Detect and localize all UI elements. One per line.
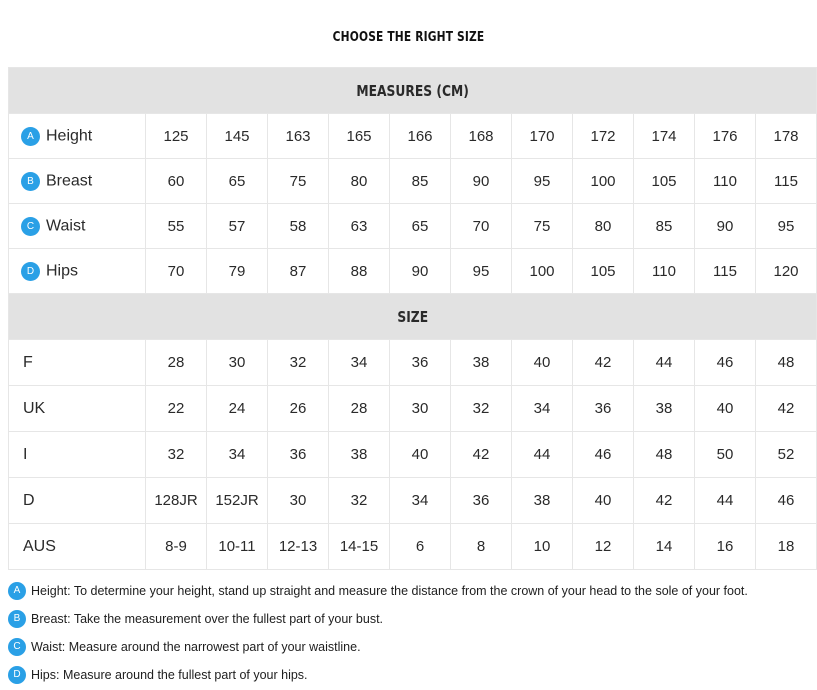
table-cell: 42 bbox=[451, 432, 512, 478]
table-cell: 38 bbox=[451, 340, 512, 386]
table-cell: 32 bbox=[268, 340, 329, 386]
table-cell: 38 bbox=[634, 386, 695, 432]
note-item bbox=[8, 577, 817, 605]
table-cell: 36 bbox=[451, 478, 512, 524]
row-label-text: D bbox=[23, 491, 35, 509]
table-cell: 26 bbox=[268, 386, 329, 432]
table-cell: 172 bbox=[573, 114, 634, 159]
table-cell: 85 bbox=[390, 159, 451, 204]
table-cell: 10-11 bbox=[207, 524, 268, 570]
measures-section-header-cell bbox=[9, 68, 817, 114]
sizes-row bbox=[9, 340, 817, 386]
size-chart-table bbox=[8, 67, 817, 570]
table-cell: 44 bbox=[512, 432, 573, 478]
letter-badge-icon: D bbox=[21, 262, 40, 281]
table-cell: 22 bbox=[146, 386, 207, 432]
table-cell: 128JR bbox=[146, 478, 207, 524]
table-cell: 115 bbox=[695, 249, 756, 294]
table-cell: 75 bbox=[512, 204, 573, 249]
table-cell: 65 bbox=[207, 159, 268, 204]
table-cell: 88 bbox=[329, 249, 390, 294]
table-cell: 8-9 bbox=[146, 524, 207, 570]
row-label-text: Height bbox=[46, 127, 93, 145]
table-cell: 90 bbox=[451, 159, 512, 204]
table-cell: 36 bbox=[268, 432, 329, 478]
table-cell: 65 bbox=[390, 204, 451, 249]
table-cell: 32 bbox=[451, 386, 512, 432]
table-cell: 95 bbox=[451, 249, 512, 294]
row-label-text: I bbox=[23, 445, 28, 463]
sizes-row-label bbox=[9, 340, 146, 386]
table-cell: 28 bbox=[146, 340, 207, 386]
measures-row bbox=[9, 159, 817, 204]
table-cell: 40 bbox=[573, 478, 634, 524]
letter-badge-icon: C bbox=[21, 217, 40, 236]
table-cell: 80 bbox=[573, 204, 634, 249]
measures-row-label bbox=[9, 159, 146, 204]
measurement-notes bbox=[8, 577, 817, 689]
table-cell: 34 bbox=[390, 478, 451, 524]
table-cell: 87 bbox=[268, 249, 329, 294]
note-text: Waist: Measure around the narrowest part of your waistline. bbox=[31, 640, 361, 654]
letter-badge-icon: D bbox=[8, 666, 26, 684]
measures-row bbox=[9, 204, 817, 249]
note-item bbox=[8, 605, 817, 633]
table-cell: 168 bbox=[451, 114, 512, 159]
table-cell: 152JR bbox=[207, 478, 268, 524]
table-cell: 36 bbox=[573, 386, 634, 432]
table-cell: 85 bbox=[634, 204, 695, 249]
size-section-header-cell bbox=[9, 294, 817, 340]
table-cell: 30 bbox=[390, 386, 451, 432]
table-cell: 100 bbox=[512, 249, 573, 294]
measures-row-label bbox=[9, 114, 146, 159]
table-cell: 16 bbox=[695, 524, 756, 570]
table-cell: 145 bbox=[207, 114, 268, 159]
letter-badge-icon: A bbox=[21, 127, 40, 146]
table-cell: 8 bbox=[451, 524, 512, 570]
measures-row bbox=[9, 249, 817, 294]
row-label-text: UK bbox=[23, 399, 46, 417]
sizes-row bbox=[9, 478, 817, 524]
sizes-row bbox=[9, 386, 817, 432]
table-cell: 125 bbox=[146, 114, 207, 159]
table-cell: 63 bbox=[329, 204, 390, 249]
table-cell: 163 bbox=[268, 114, 329, 159]
table-cell: 34 bbox=[207, 432, 268, 478]
measures-row bbox=[9, 114, 817, 159]
table-cell: 60 bbox=[146, 159, 207, 204]
table-cell: 50 bbox=[695, 432, 756, 478]
sizes-row bbox=[9, 432, 817, 478]
table-cell: 75 bbox=[268, 159, 329, 204]
table-cell: 174 bbox=[634, 114, 695, 159]
table-cell: 58 bbox=[268, 204, 329, 249]
note-item bbox=[8, 633, 817, 661]
table-cell: 34 bbox=[329, 340, 390, 386]
table-cell: 42 bbox=[573, 340, 634, 386]
table-cell: 48 bbox=[634, 432, 695, 478]
measures-section-header bbox=[9, 68, 817, 114]
table-cell: 14-15 bbox=[329, 524, 390, 570]
letter-badge-icon: B bbox=[8, 610, 26, 628]
table-cell: 46 bbox=[695, 340, 756, 386]
measures-section-header-label: MEASURES (CM) bbox=[356, 81, 469, 100]
row-label-text: Breast bbox=[46, 172, 93, 190]
table-cell: 105 bbox=[634, 159, 695, 204]
table-cell: 40 bbox=[695, 386, 756, 432]
table-cell: 10 bbox=[512, 524, 573, 570]
table-cell: 166 bbox=[390, 114, 451, 159]
table-cell: 48 bbox=[756, 340, 817, 386]
table-cell: 90 bbox=[695, 204, 756, 249]
table-cell: 44 bbox=[634, 340, 695, 386]
table-cell: 90 bbox=[390, 249, 451, 294]
row-label-text: F bbox=[23, 353, 33, 371]
note-text: Breast: Take the measurement over the fullest part of your bust. bbox=[31, 612, 384, 626]
table-cell: 32 bbox=[146, 432, 207, 478]
table-cell: 46 bbox=[573, 432, 634, 478]
table-cell: 12 bbox=[573, 524, 634, 570]
table-cell: 115 bbox=[756, 159, 817, 204]
table-cell: 70 bbox=[146, 249, 207, 294]
table-cell: 95 bbox=[512, 159, 573, 204]
table-cell: 14 bbox=[634, 524, 695, 570]
table-cell: 38 bbox=[512, 478, 573, 524]
table-cell: 12-13 bbox=[268, 524, 329, 570]
table-cell: 110 bbox=[695, 159, 756, 204]
table-cell: 170 bbox=[512, 114, 573, 159]
table-cell: 105 bbox=[573, 249, 634, 294]
table-cell: 55 bbox=[146, 204, 207, 249]
size-section-header-label: SIZE bbox=[397, 307, 428, 326]
table-cell: 40 bbox=[512, 340, 573, 386]
row-label-text: AUS bbox=[23, 537, 56, 555]
sizes-row-label bbox=[9, 478, 146, 524]
table-cell: 80 bbox=[329, 159, 390, 204]
table-cell: 18 bbox=[756, 524, 817, 570]
table-cell: 57 bbox=[207, 204, 268, 249]
sizes-row-label bbox=[9, 432, 146, 478]
sizes-row-label bbox=[9, 386, 146, 432]
sizes-row bbox=[9, 524, 817, 570]
table-cell: 6 bbox=[390, 524, 451, 570]
table-cell: 110 bbox=[634, 249, 695, 294]
page-title: CHOOSE THE RIGHT SIZE bbox=[332, 30, 485, 45]
table-cell: 120 bbox=[756, 249, 817, 294]
table-cell: 30 bbox=[207, 340, 268, 386]
note-text: Height: To determine your height, stand up straight and measure the distance from the crown of your head to the sole of your foot. bbox=[31, 584, 748, 598]
table-cell: 100 bbox=[573, 159, 634, 204]
table-cell: 32 bbox=[329, 478, 390, 524]
row-label-text: Hips bbox=[46, 262, 79, 280]
table-cell: 165 bbox=[329, 114, 390, 159]
table-cell: 79 bbox=[207, 249, 268, 294]
table-cell: 24 bbox=[207, 386, 268, 432]
table-cell: 95 bbox=[756, 204, 817, 249]
table-cell: 38 bbox=[329, 432, 390, 478]
table-cell: 178 bbox=[756, 114, 817, 159]
table-cell: 52 bbox=[756, 432, 817, 478]
letter-badge-icon: C bbox=[8, 638, 26, 656]
table-cell: 40 bbox=[390, 432, 451, 478]
row-label-text: Waist bbox=[46, 217, 86, 235]
table-cell: 70 bbox=[451, 204, 512, 249]
size-section-header bbox=[9, 294, 817, 340]
table-cell: 42 bbox=[756, 386, 817, 432]
measures-row-label bbox=[9, 249, 146, 294]
note-item bbox=[8, 661, 817, 689]
table-cell: 42 bbox=[634, 478, 695, 524]
table-cell: 28 bbox=[329, 386, 390, 432]
table-cell: 44 bbox=[695, 478, 756, 524]
table-cell: 46 bbox=[756, 478, 817, 524]
letter-badge-icon: A bbox=[8, 582, 26, 600]
sizes-row-label bbox=[9, 524, 146, 570]
note-text: Hips: Measure around the fullest part of your hips. bbox=[31, 668, 308, 682]
letter-badge-icon: B bbox=[21, 172, 40, 191]
table-cell: 34 bbox=[512, 386, 573, 432]
table-cell: 176 bbox=[695, 114, 756, 159]
table-cell: 30 bbox=[268, 478, 329, 524]
table-cell: 36 bbox=[390, 340, 451, 386]
measures-row-label bbox=[9, 204, 146, 249]
